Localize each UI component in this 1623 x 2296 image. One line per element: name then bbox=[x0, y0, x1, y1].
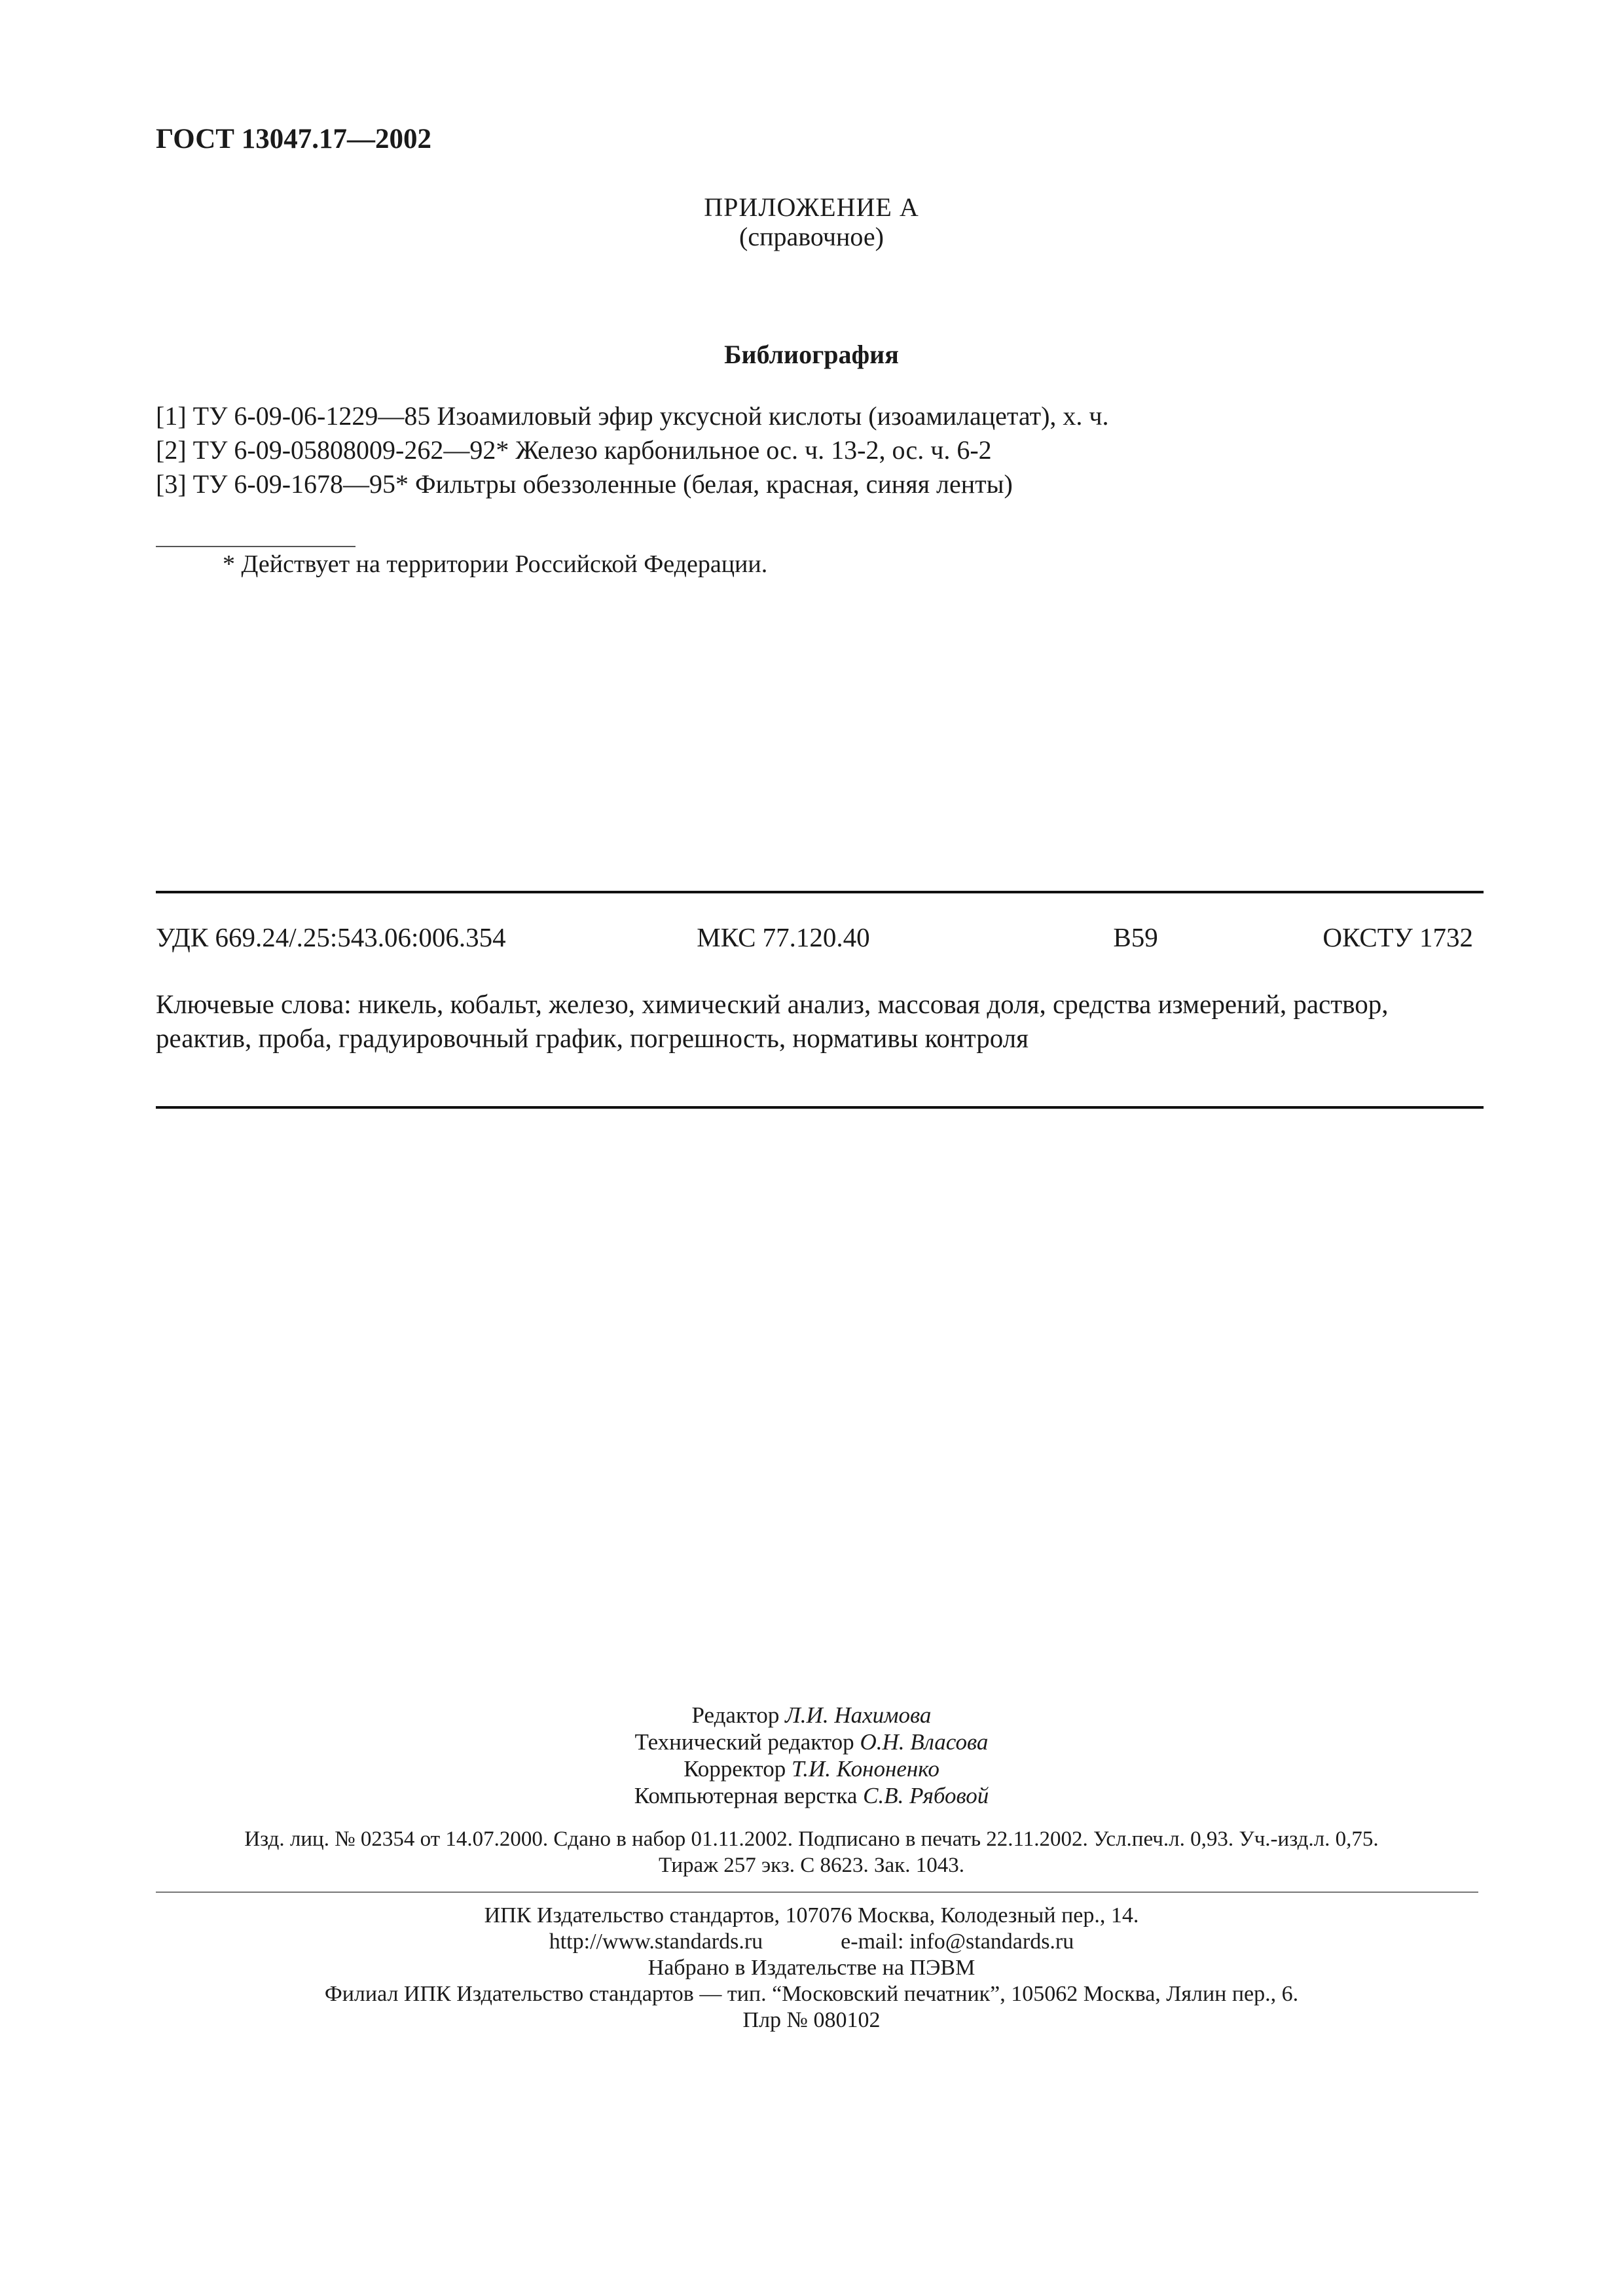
appendix-subtitle: (справочное) bbox=[739, 222, 884, 251]
keywords: Ключевые слова: никель, кобальт, железо, химический анализ, массовая доля, средства измерений, раствор, реактив, проба, градуировочный график, погрешность, нормативы контроля bbox=[156, 989, 1389, 1053]
bibliography-item: [2] ТУ 6-09-05808009-262—92* Железо карбонильное ос. ч. 13-2, ос. ч. 6-2 bbox=[156, 435, 992, 465]
credits-block bbox=[0, 1702, 1623, 1809]
editor-line: Редактор Л.И. Нахимова bbox=[691, 1702, 932, 1728]
bottom-rule bbox=[156, 1106, 1484, 1109]
imprint-line: Тираж 257 экз. С 8623. Зак. 1043. bbox=[659, 1854, 964, 1877]
imprint-block bbox=[0, 1826, 1623, 1878]
bibliography-heading: Библиография bbox=[724, 340, 899, 369]
footnote-rule bbox=[156, 546, 356, 547]
corrector-line: Корректор Т.И. Кононенко bbox=[684, 1756, 939, 1782]
document-code: ГОСТ 13047.17—2002 bbox=[156, 124, 431, 154]
publisher-line: ИПК Издательство стандартов, 107076 Москва, Колодезный пер., 14. bbox=[484, 1903, 1139, 1928]
bibliography-list bbox=[156, 399, 1109, 501]
publisher-line: Филиал ИПК Издательство стандартов — тип. “Московский печатник”, 105062 Москва, Лялин пер., 6. bbox=[324, 1982, 1299, 2006]
okstu-code: ОКСТУ 1732 bbox=[1322, 922, 1473, 952]
imprint-line: Изд. лиц. № 02354 от 14.07.2000. Сдано в набор 01.11.2002. Подписано в печать 22.11.2002. Усл.печ.л. 0,93. Уч.-изд.л. 0,75. bbox=[244, 1827, 1379, 1851]
mks-code: МКС 77.120.40 bbox=[697, 922, 870, 952]
tech-editor-line: Технический редактор О.Н. Власова bbox=[634, 1729, 989, 1755]
group-code: В59 bbox=[1113, 922, 1158, 952]
publisher-line: Плр № 080102 bbox=[742, 2008, 881, 2032]
footnote: * Действует на территории Российской Федерации. bbox=[223, 550, 768, 578]
bibliography-item: [3] ТУ 6-09-1678—95* Фильтры обеззоленные (белая, красная, синяя ленты) bbox=[156, 469, 1013, 499]
publisher-line: Набрано в Издательстве на ПЭВМ bbox=[647, 1956, 976, 1980]
editor-name: Л.И. Нахимова bbox=[785, 1702, 932, 1728]
layout-name: С.В. Рябовой bbox=[863, 1783, 989, 1808]
publisher-block bbox=[0, 1903, 1623, 2034]
layout-line: Компьютерная верстка С.В. Рябовой bbox=[634, 1783, 989, 1808]
tech-editor-name: О.Н. Власова bbox=[860, 1729, 989, 1755]
publisher-contacts: http://www.standards.ru e-mail: info@standards.ru bbox=[549, 1929, 1074, 1954]
imprint-rule bbox=[156, 1892, 1478, 1893]
udk-code: УДК 669.24/.25:543.06:006.354 bbox=[156, 922, 506, 952]
appendix-title: ПРИЛОЖЕНИЕ А bbox=[704, 192, 919, 222]
top-rule bbox=[156, 891, 1484, 893]
bibliography-item: [1] ТУ 6-09-06-1229—85 Изоамиловый эфир уксусной кислоты (изоамилацетат), х. ч. bbox=[156, 401, 1109, 431]
classification-row bbox=[156, 922, 1473, 953]
corrector-name: Т.И. Кононенко bbox=[791, 1756, 939, 1782]
